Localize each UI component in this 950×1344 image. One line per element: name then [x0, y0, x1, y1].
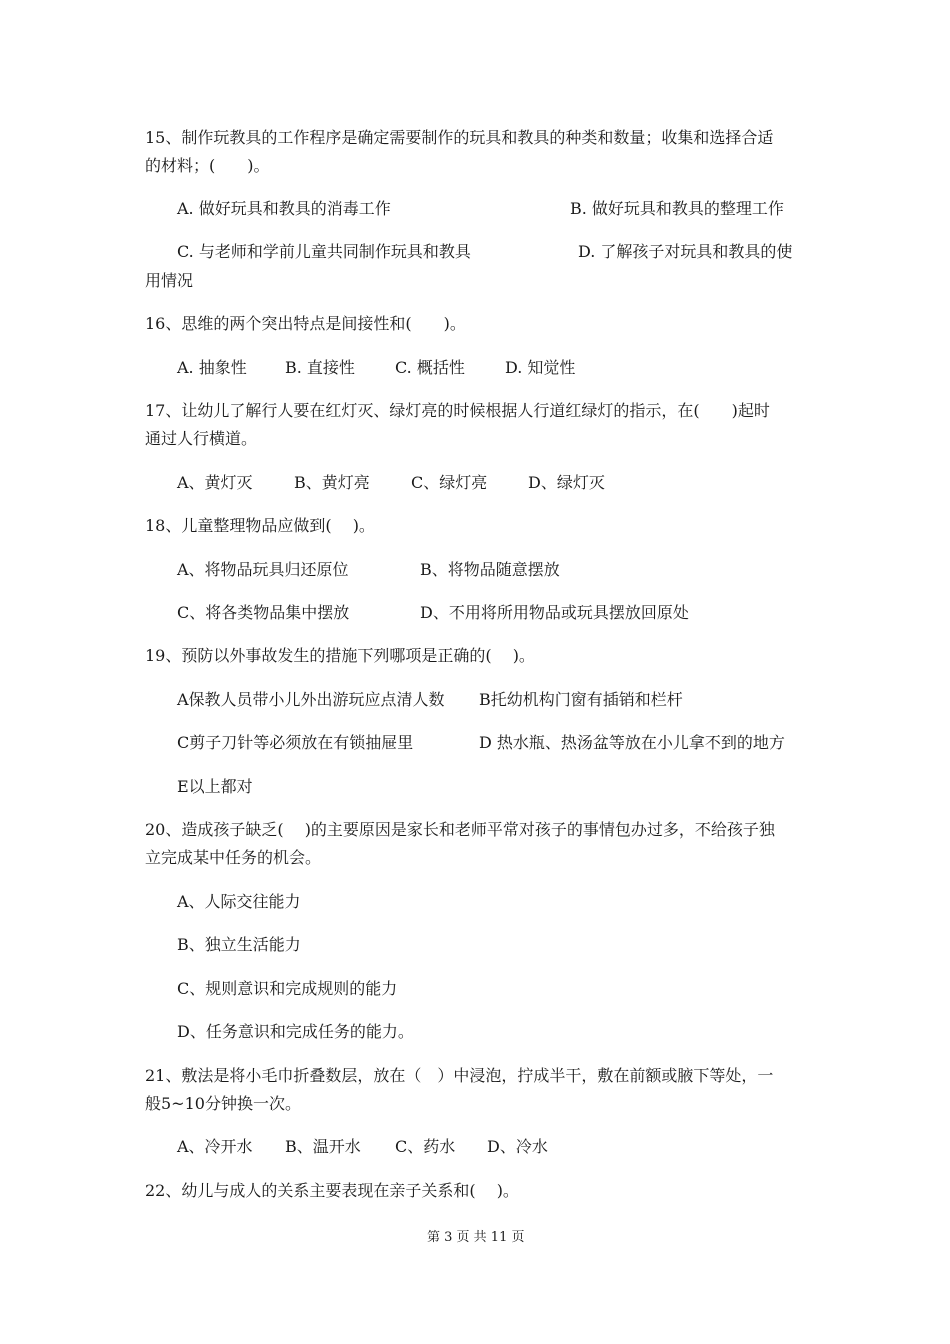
q19-option-a: A保教人员带小儿外出游玩应点清人数 — [177, 690, 445, 709]
q17-stem-line1: 17、让幼儿了解行人要在红灯灭、绿灯亮的时候根据人行道红绿灯的指示，在( )起时 — [145, 401, 770, 420]
q17-option-a: A、黄灯灭 — [177, 473, 253, 492]
q20-option-d: D、任务意识和完成任务的能力。 — [177, 1022, 414, 1041]
q18-option-a: A、将物品玩具归还原位 — [177, 560, 349, 579]
q20-option-c: C、规则意识和完成规则的能力 — [177, 979, 398, 998]
q17-option-b: B、黄灯亮 — [294, 473, 370, 492]
q19-option-e: E以上都对 — [177, 777, 253, 796]
q15-stem-line2: 的材料；( )。 — [145, 156, 270, 175]
q20-option-a: A、人际交往能力 — [177, 892, 301, 911]
q15-stem-line1: 15、制作玩教具的工作程序是确定需要制作的玩具和教具的种类和数量；收集和选择合适 — [145, 128, 774, 147]
q21-option-b: B、温开水 — [285, 1137, 361, 1156]
q17-option-c: C、绿灯亮 — [411, 473, 488, 492]
q18-option-d: D、不用将所用物品或玩具摆放回原处 — [420, 603, 689, 622]
q19-option-b: B托幼机构门窗有插销和栏杆 — [479, 690, 683, 709]
q22-stem: 22、幼儿与成人的关系主要表现在亲子关系和( )。 — [145, 1181, 519, 1200]
q20-option-b: B、独立生活能力 — [177, 935, 301, 954]
q16-stem: 16、思维的两个突出特点是间接性和( )。 — [145, 314, 466, 333]
q15-option-d-line2: 用情况 — [145, 271, 194, 290]
q16-option-b: B. 直接性 — [285, 358, 355, 377]
q19-stem: 19、预防以外事故发生的措施下列哪项是正确的( )。 — [145, 646, 535, 665]
q21-stem-line1: 21、敷法是将小毛巾折叠数层，放在（ ）中浸泡，拧成半干，敷在前额或腋下等处，一 — [145, 1066, 774, 1085]
q16-option-d: D. 知觉性 — [505, 358, 576, 377]
q15-option-b: B. 做好玩具和教具的整理工作 — [570, 199, 784, 218]
q16-option-a: A. 抽象性 — [177, 358, 247, 377]
q19-option-d: D 热水瓶、热汤盆等放在小儿拿不到的地方 — [479, 733, 785, 752]
q18-option-c: C、将各类物品集中摆放 — [177, 603, 350, 622]
q21-option-c: C、药水 — [395, 1137, 456, 1156]
q15-option-c: C. 与老师和学前儿童共同制作玩具和教具 — [177, 242, 471, 261]
q19-option-c: C剪子刀针等必须放在有锁抽屉里 — [177, 733, 414, 752]
q18-stem: 18、儿童整理物品应做到( )。 — [145, 516, 375, 535]
page-number-footer: 第 3 页 共 11 页 — [427, 1230, 525, 1245]
q18-option-b: B、将物品随意摆放 — [420, 560, 560, 579]
q15-option-d-line1: D. 了解孩子对玩具和教具的使 — [578, 242, 793, 261]
q15-option-a: A. 做好玩具和教具的消毒工作 — [177, 199, 391, 218]
q21-option-d: D、冷水 — [487, 1137, 548, 1156]
q16-option-c: C. 概括性 — [395, 358, 465, 377]
q17-stem-line2: 通过人行横道。 — [145, 429, 258, 448]
q21-stem-line2: 般5~10分钟换一次。 — [145, 1094, 301, 1113]
q17-option-d: D、绿灯灭 — [528, 473, 605, 492]
q20-stem-line2: 立完成某中任务的机会。 — [145, 848, 322, 867]
q21-option-a: A、冷开水 — [177, 1137, 253, 1156]
q20-stem-line1: 20、造成孩子缺乏( )的主要原因是家长和老师平常对孩子的事情包办过多，不给孩子独 — [145, 820, 775, 839]
